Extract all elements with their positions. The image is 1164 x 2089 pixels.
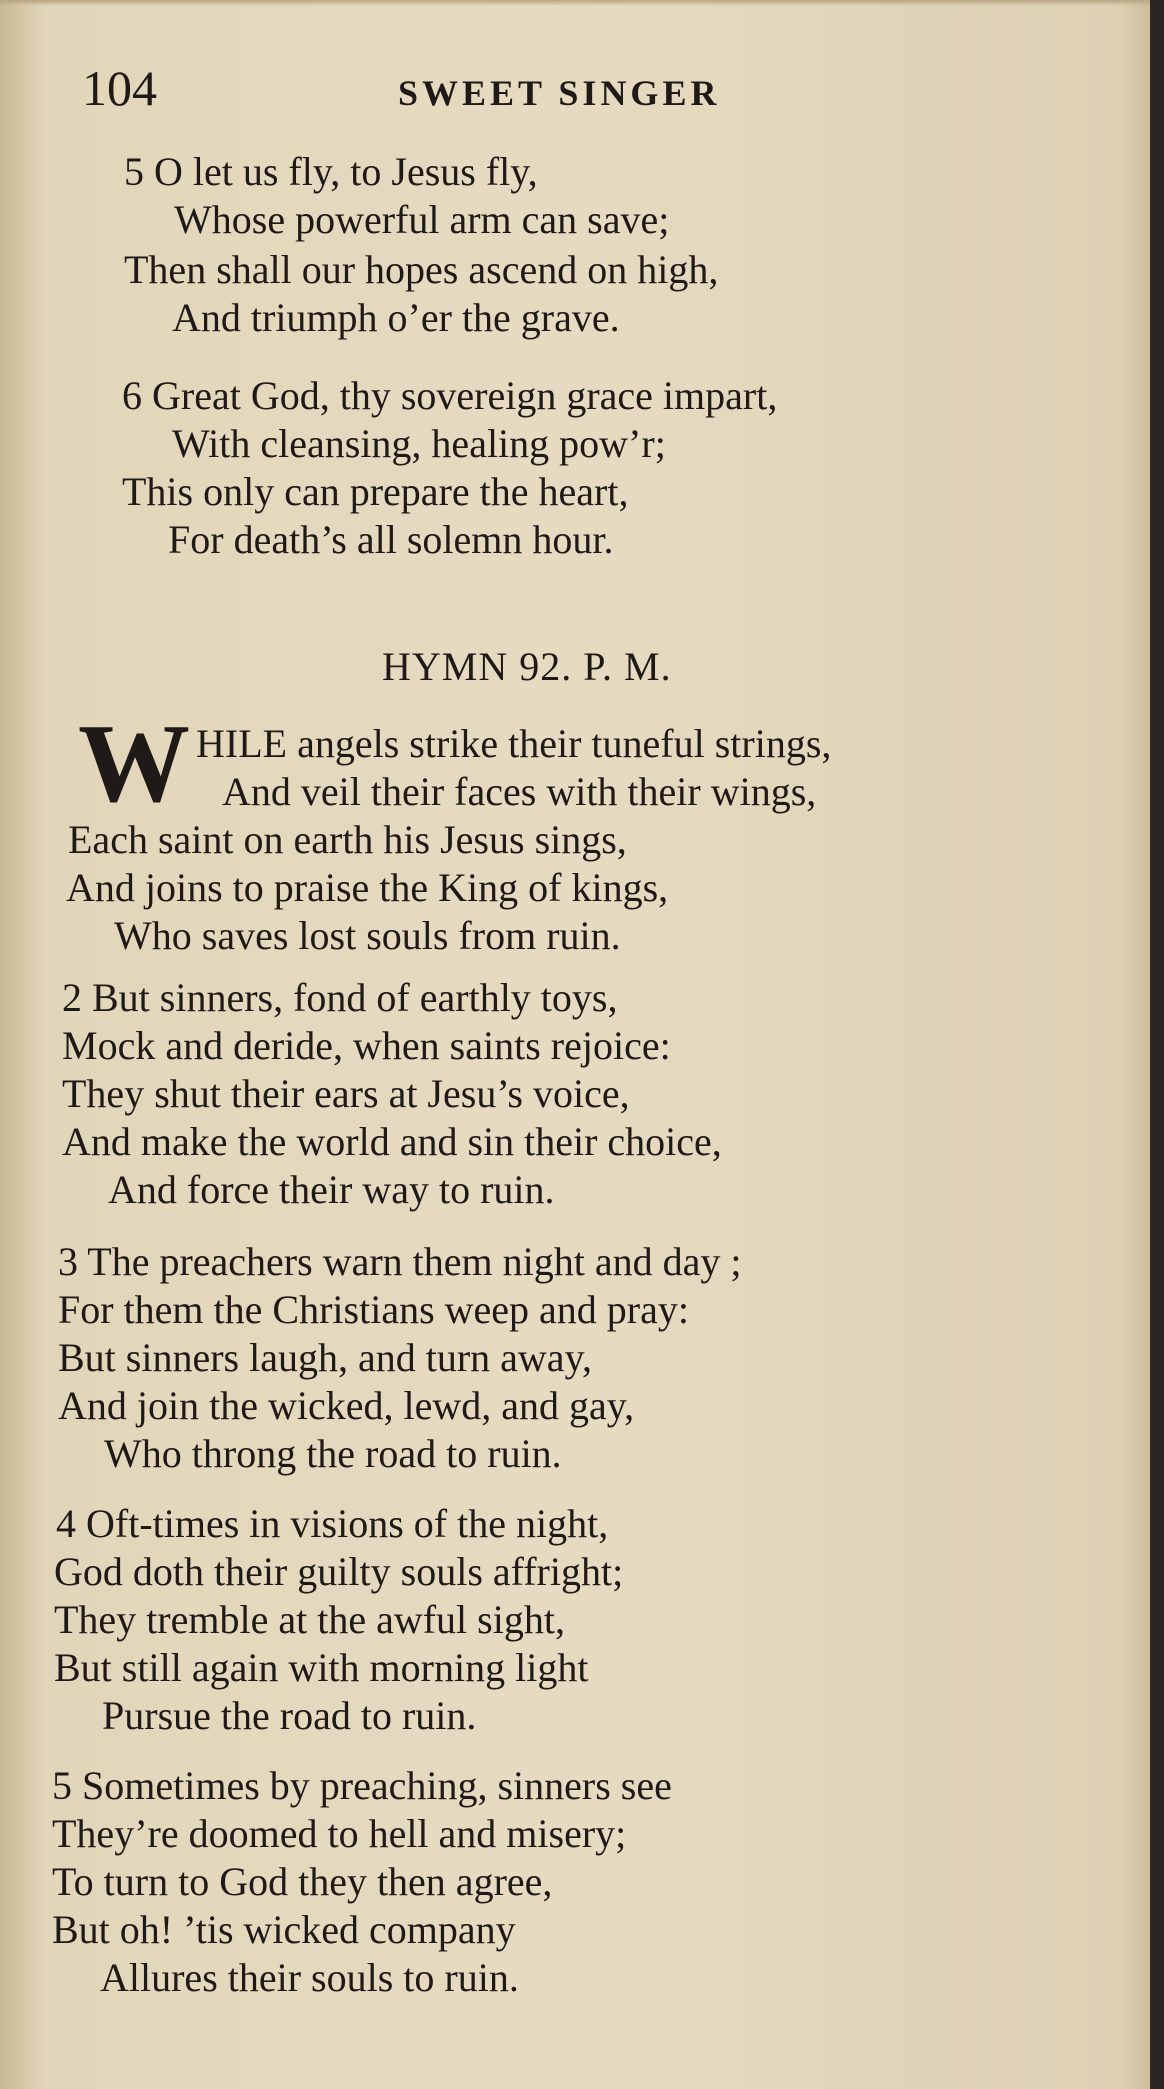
prev-verse6-line3: This only can prepare the heart,: [122, 469, 629, 514]
hymn-heading: HYMN 92. P. M.: [382, 644, 672, 689]
hymn92-verse2-line5: And force their way to ruin.: [108, 1167, 555, 1212]
hymn92-verse3-line5: Who throng the road to ruin.: [104, 1431, 562, 1476]
hymn92-verse4-line1: 4 Oft-times in visions of the night,: [56, 1501, 609, 1546]
hymn92-verse4-line4: But still again with morning light: [54, 1645, 589, 1690]
drop-cap: W: [78, 702, 190, 826]
hymn92-verse3-line1: 3 The preachers warn them night and day ;: [58, 1239, 742, 1284]
hymn92-verse3-line4: And join the wicked, lewd, and gay,: [58, 1383, 635, 1428]
hymn92-verse5-line4: But oh! ’tis wicked company: [52, 1907, 516, 1952]
hymn92-verse3-line3: But sinners laugh, and turn away,: [58, 1335, 592, 1380]
prev-verse5-line4: And triumph o’er the grave.: [172, 295, 620, 340]
page-number: 104: [82, 60, 157, 116]
hymn92-verse5-line1: 5 Sometimes by preaching, sinners see: [52, 1763, 672, 1808]
hymn92-verse2-line3: They shut their ears at Jesu’s voice,: [62, 1071, 630, 1116]
hymn92-verse2-line1: 2 But sinners, fond of earthly toys,: [62, 975, 618, 1020]
page-right-edge: [1150, 0, 1164, 2089]
hymn92-verse3-line2: For them the Christians weep and pray:: [58, 1287, 689, 1332]
prev-verse6-line4: For death’s all solemn hour.: [168, 517, 614, 562]
prev-verse6-line1: 6 Great God, thy sovereign grace impart,: [122, 373, 778, 418]
hymn92-verse2-line4: And make the world and sin their choice,: [62, 1119, 722, 1164]
page-top-edge: [0, 0, 1164, 6]
hymn92-verse1-line5: Who saves lost souls from ruin.: [114, 913, 621, 958]
prev-verse5-line2: Whose powerful arm can save;: [174, 197, 670, 242]
hymn92-verse1-line4: And joins to praise the King of kings,: [66, 865, 669, 910]
prev-verse6-line2: With cleansing, healing pow’r;: [172, 421, 666, 466]
hymn92-verse1-line2: And veil their faces with their wings,: [222, 769, 817, 814]
page-header: [82, 58, 1082, 128]
hymn92-verse4-line3: They tremble at the awful sight,: [54, 1597, 565, 1642]
hymn92-verse5-line5: Allures their souls to ruin.: [100, 1955, 519, 2000]
hymn92-verse4-line2: God doth their guilty souls affright;: [54, 1549, 624, 1594]
running-title: SWEET SINGER: [398, 73, 721, 113]
hymn92-verse1-line1: HILE angels strike their tuneful strings,: [196, 721, 832, 766]
hymn92-verse5-line3: To turn to God they then agree,: [52, 1859, 553, 1904]
hymn92-verse4-line5: Pursue the road to ruin.: [102, 1693, 477, 1738]
hymn92-verse1-line3: Each saint on earth his Jesus sings,: [68, 817, 627, 862]
hymn92-verse2-line2: Mock and deride, when saints rejoice:: [62, 1023, 671, 1068]
prev-verse5-line3: Then shall our hopes ascend on high,: [124, 247, 719, 292]
hymn92-verse5-line2: They’re doomed to hell and misery;: [52, 1811, 627, 1856]
prev-verse5-line1: 5 O let us fly, to Jesus fly,: [124, 149, 538, 194]
